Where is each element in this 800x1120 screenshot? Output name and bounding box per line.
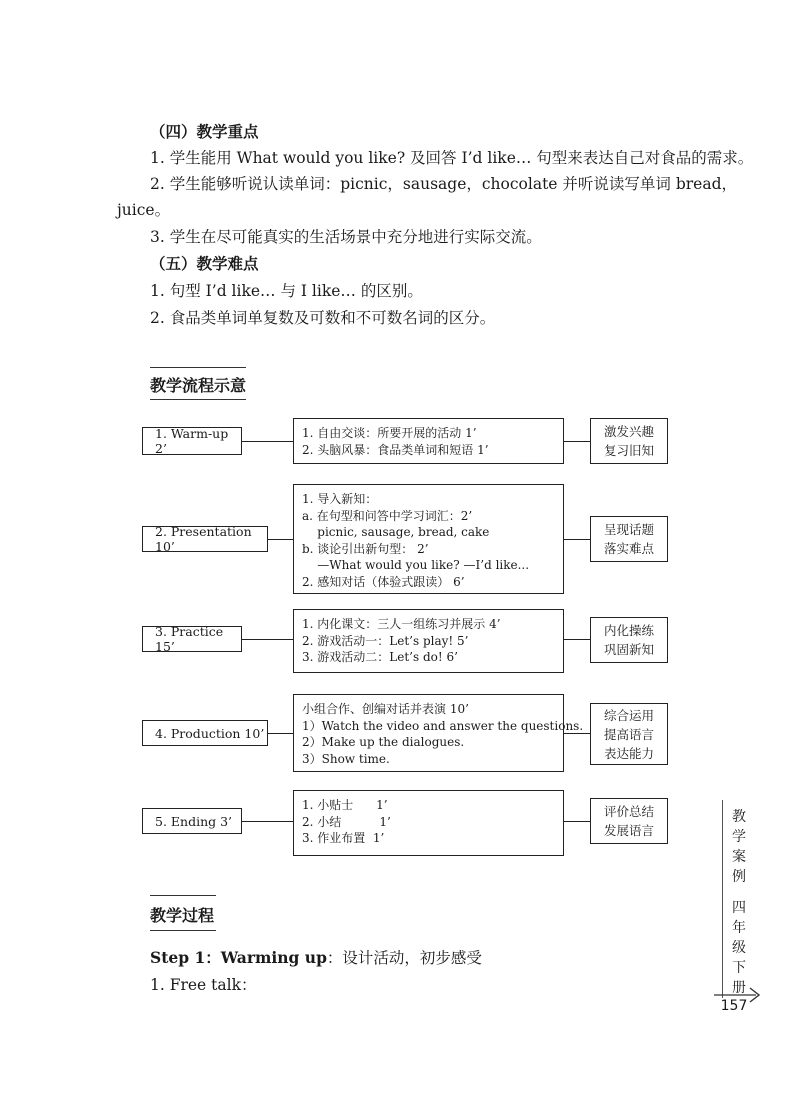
key-point-2-cont: juice。 — [117, 201, 171, 219]
key-point-1: 1. 学生能用 What would you like? 及回答 I’d like… 句型来表达自己对食品的需求。 — [150, 149, 754, 167]
stage-box-presentation: 2. Presentation 10’ — [142, 526, 268, 552]
connector — [268, 733, 293, 734]
sidebar-title-2: 四 年 级 下 册 — [732, 900, 746, 996]
section-rule-bottom — [150, 930, 216, 931]
step1-heading: Step 1：Warming up：设计活动，初步感受 — [150, 948, 482, 967]
sidebar-divider — [722, 800, 723, 998]
key-points-heading: （四）教学重点 — [150, 122, 259, 141]
process-title: 教学过程 — [150, 906, 215, 925]
stage-goal-presentation: 呈现话题 落实难点 — [590, 516, 668, 562]
section-rule-top — [150, 367, 246, 368]
page-number: 157 — [720, 998, 748, 1014]
stage-goal-ending: 评价总结 发展语言 — [590, 798, 668, 844]
connector — [564, 733, 590, 734]
sidebar-title-1: 教 学 案 例 — [732, 809, 746, 885]
stage-goal-warmup: 激发兴趣 复习旧知 — [590, 418, 668, 464]
section-rule-bottom — [150, 399, 246, 400]
stage-box-ending: 5. Ending 3’ — [142, 808, 242, 834]
connector — [564, 821, 590, 822]
connector — [564, 639, 590, 640]
stage-box-warmup: 1. Warm-up 2’ — [142, 427, 242, 455]
key-point-3: 3. 学生在尽可能真实的生活场景中充分地进行实际交流。 — [150, 228, 542, 246]
stage-box-practice: 3. Practice 15’ — [142, 626, 242, 652]
stage-goal-production: 综合运用 提高语言 表达能力 — [590, 703, 668, 765]
difficult-point-1: 1. 句型 I’d like… 与 I like… 的区别。 — [150, 282, 423, 300]
connector — [268, 539, 293, 540]
connector — [564, 539, 590, 540]
difficult-points-heading: （五）教学难点 — [150, 254, 259, 273]
connector — [242, 639, 293, 640]
connector — [242, 821, 293, 822]
stage-content-production: 小组合作、创编对话并表演 10’ 1）Watch the video and answer the questions. 2）Make up the dialogues. 3）Show time. — [293, 694, 564, 772]
step1-item1: 1. Free talk： — [150, 976, 257, 994]
section-rule-top — [150, 895, 216, 896]
stage-content-practice: 1. 内化课文：三人一组练习并展示 4’ 2. 游戏活动一：Let’s play! 5’ 3. 游戏活动二：Let’s do! 6’ — [293, 609, 564, 673]
stage-box-production: 4. Production 10’ — [142, 720, 268, 746]
connector — [242, 441, 293, 442]
flow-title: 教学流程示意 — [150, 376, 247, 395]
stage-content-ending: 1. 小贴士 1’ 2. 小结 1’ 3. 作业布置 1’ — [293, 790, 564, 856]
stage-goal-practice: 内化操练 巩固新知 — [590, 617, 668, 663]
stage-content-warmup: 1. 自由交谈：所要开展的活动 1’ 2. 头脑风暴：食品类单词和短语 1’ — [293, 418, 564, 464]
stage-content-presentation: 1. 导入新知： a. 在句型和问答中学习词汇：2’ picnic, sausage, bread, cake b. 谈论引出新句型： 2’ —What would you like? —I’d like... 2. 感知对话（体验式跟读） 6’ — [293, 484, 564, 594]
key-point-2: 2. 学生能够听说认读单词：picnic，sausage，chocolate 并听说读写单词 bread， — [150, 175, 737, 193]
difficult-point-2: 2. 食品类单词单复数及可数和不可数名词的区分。 — [150, 309, 496, 327]
connector — [564, 441, 590, 442]
